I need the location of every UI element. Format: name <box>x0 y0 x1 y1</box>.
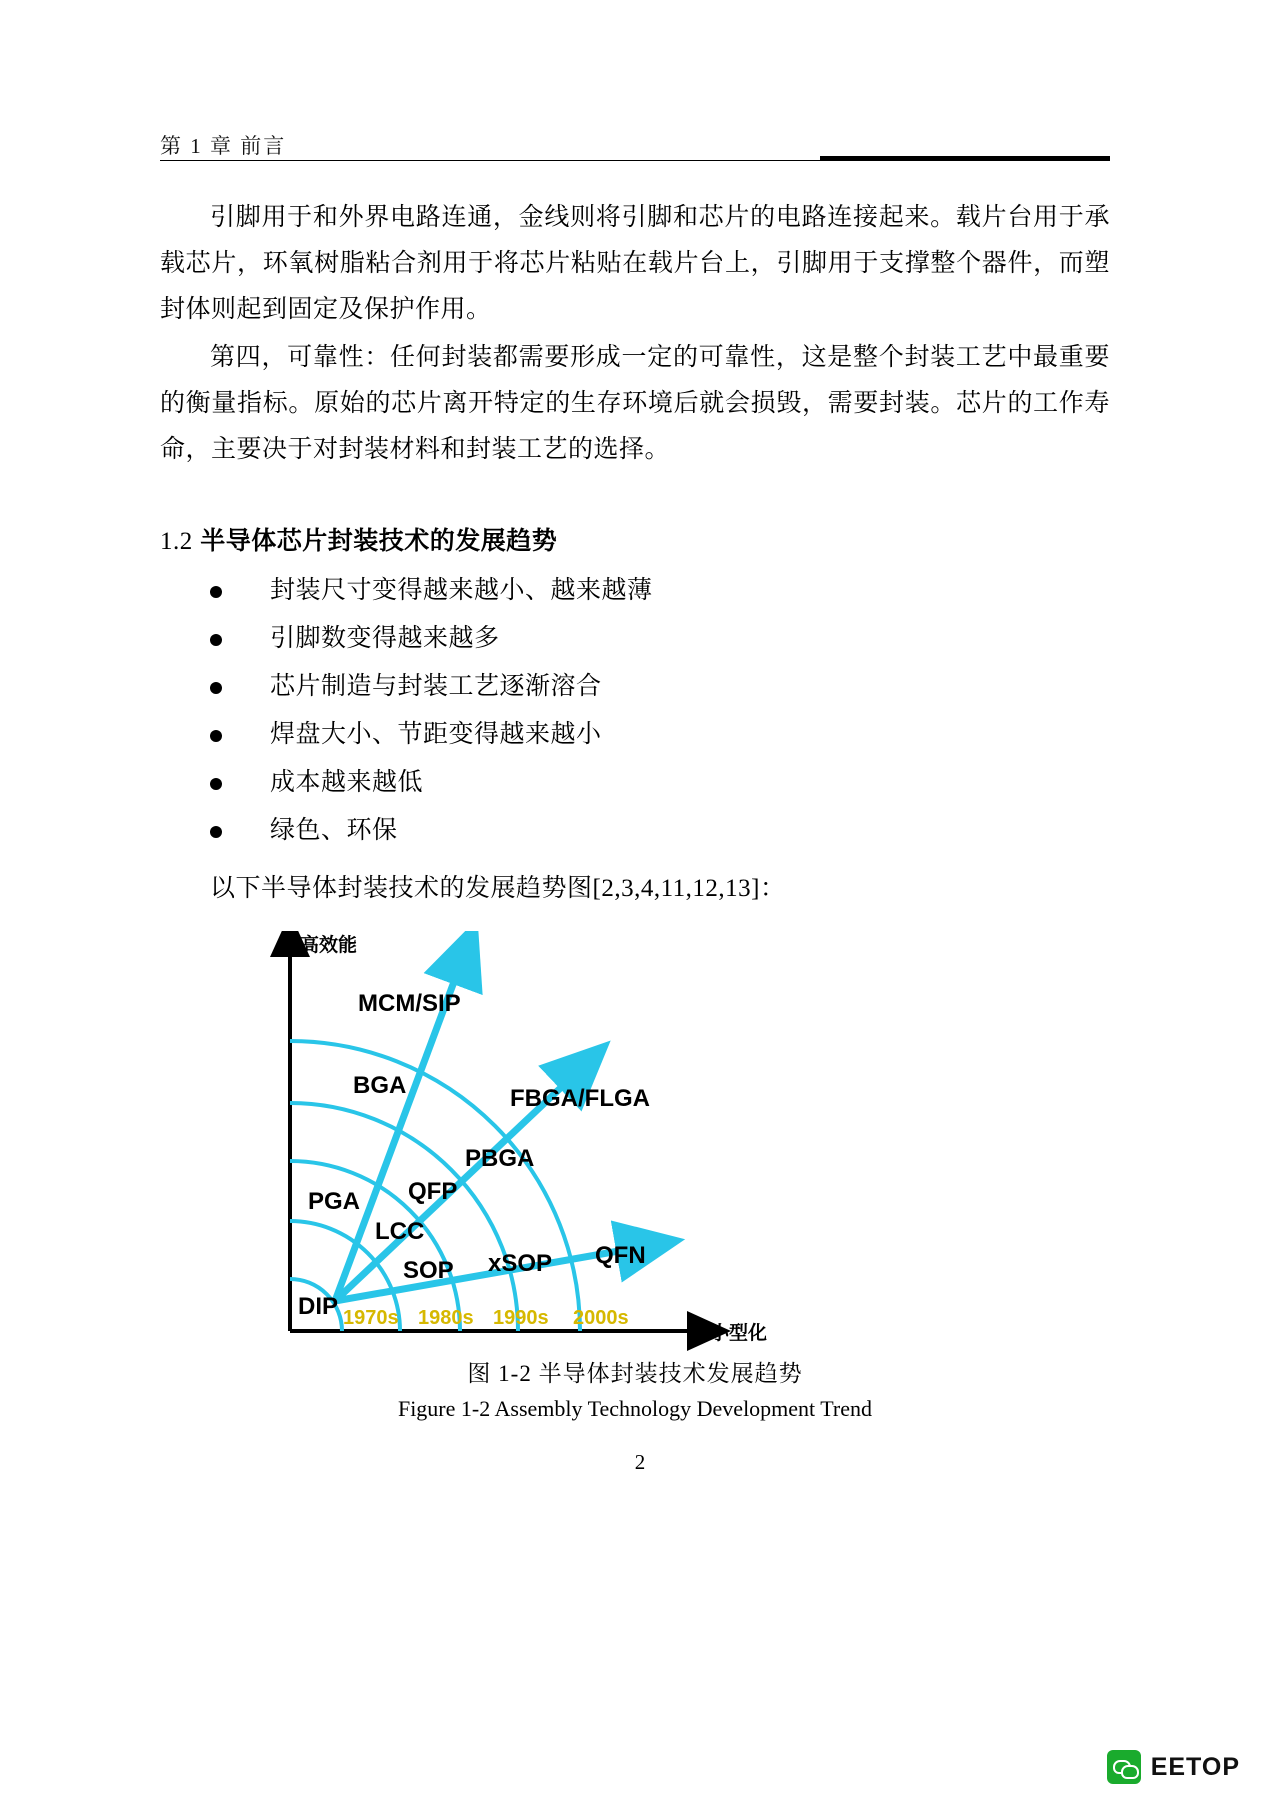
bullet-dot-icon <box>210 826 222 838</box>
bullet-dot-icon <box>210 586 222 598</box>
package-label-pbga: PBGA <box>465 1145 535 1172</box>
package-label-bga: BGA <box>353 1072 407 1099</box>
watermark-label: EETOP <box>1150 1752 1240 1781</box>
list-item <box>160 567 1110 615</box>
list-item <box>160 711 1110 759</box>
list-item-label: 封装尺寸变得越来越小、越来越薄 <box>270 577 653 604</box>
list-item-label: 焊盘大小、节距变得越来越小 <box>270 721 602 748</box>
figure-caption-cn: 图 1-2 半导体封装技术发展趋势 <box>467 1361 803 1386</box>
bullet-dot-icon <box>210 634 222 646</box>
watermark <box>1107 1750 1240 1784</box>
bullet-dot-icon <box>210 730 222 742</box>
package-label-qfp: QFP <box>408 1178 458 1205</box>
package-label-qfn: QFN <box>595 1242 646 1269</box>
decade-label-1970s: 1970s <box>343 1307 399 1329</box>
body-block <box>160 195 1110 1421</box>
decade-label-1980s: 1980s <box>418 1307 474 1329</box>
figure-lead-in-text: 以下半导体封装技术的发展趋势图[2,3,4,11,12,13]： <box>210 875 786 902</box>
bullet-dot-icon <box>210 682 222 694</box>
package-label-xsop: xSOP <box>488 1250 553 1277</box>
trend-bullet-list <box>160 567 1110 855</box>
list-item-label: 芯片制造与封装工艺逐渐溶合 <box>270 673 602 700</box>
chapter-header: 第 1 章 前言 <box>160 134 287 158</box>
paragraph-1: 引脚用于和外界电路连通，金线则将引脚和芯片的电路连接起来。载片台用于承载芯片，环氧树脂粘合剂用于将芯片粘贴在载片台上，引脚用于支撑整个器件，而塑封体则起到固定及保护作用。 <box>160 204 1110 323</box>
section-title: 半导体芯片封装技术的发展趋势 <box>200 527 558 555</box>
package-label-mcm-sip: MCM/SIP <box>358 990 461 1017</box>
section-heading <box>160 521 1110 557</box>
decade-label-2000s: 2000s <box>573 1307 629 1329</box>
page-header <box>160 120 1110 160</box>
package-label-pga: PGA <box>308 1188 361 1215</box>
decade-label-1990s: 1990s <box>493 1307 549 1329</box>
assembly-trend-diagram <box>240 931 880 1401</box>
paragraph-2: 第四，可靠性：任何封装都需要形成一定的可靠性，这是整个封装工艺中最重要的衡量指标。原始的芯片离开特定的生存环境后就会损毁，需要封装。芯片的工作寿命，主要决于对封装材料和封装工艺的选择。 <box>160 344 1110 463</box>
list-item <box>160 807 1110 855</box>
package-label-fbga-flga: FBGA/FLGA <box>510 1085 650 1112</box>
section-number: 1.2 <box>160 528 193 555</box>
list-item <box>160 663 1110 711</box>
package-label-dip: DIP <box>298 1293 339 1320</box>
list-item <box>160 759 1110 807</box>
list-item-label: 引脚数变得越来越多 <box>270 625 500 652</box>
page-number: 2 <box>634 1450 646 1474</box>
list-item-label: 绿色、环保 <box>270 817 398 844</box>
package-label-lcc: LCC <box>375 1218 425 1245</box>
figure-1-2 <box>160 931 1110 1421</box>
eetop-logo-icon <box>1107 1750 1141 1784</box>
y-axis-label: 高效能 <box>300 935 358 956</box>
package-label-sop: SOP <box>403 1257 454 1284</box>
figure-caption-en: Figure 1-2 Assembly Technology Development Trend <box>397 1396 873 1421</box>
list-item-label: 成本越来越低 <box>270 769 424 796</box>
bullet-dot-icon <box>210 778 222 790</box>
header-rule-thick <box>820 156 1110 160</box>
header-rule <box>160 160 1110 161</box>
page-content <box>160 120 1110 160</box>
list-item <box>160 615 1110 663</box>
x-axis-label: 小型化 <box>710 1323 768 1344</box>
